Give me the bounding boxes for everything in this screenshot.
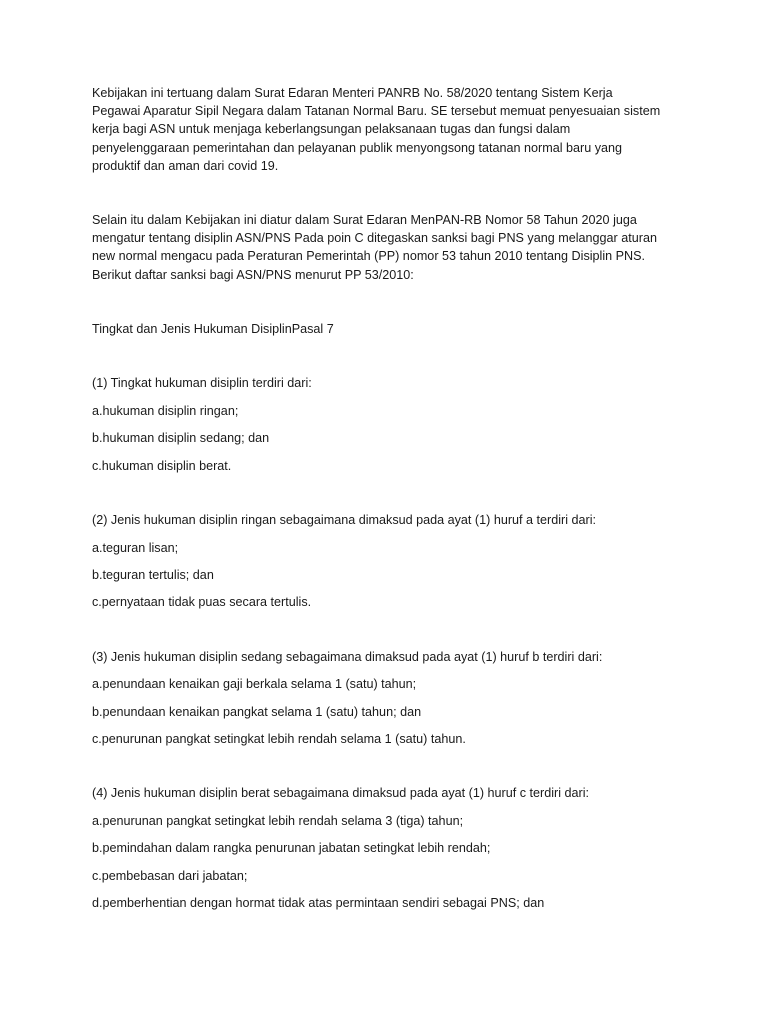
list-item: c.pembebasan dari jabatan; [92, 869, 248, 883]
list-intro: (3) Jenis hukuman disiplin sedang sebagaimana dimaksud pada ayat (1) huruf b terdiri dari: [92, 650, 603, 664]
text-line: Selain itu dalam Kebijakan ini diatur dalam Surat Edaran MenPAN-RB Nomor 58 Tahun 2020 juga [92, 213, 637, 227]
list-item: b.penundaan kenaikan pangkat selama 1 (satu) tahun; dan [92, 705, 422, 719]
text-line: new normal mengacu pada Peraturan Pemerintah (PP) nomor 53 tahun 2010 tentang Disiplin PNS. [92, 249, 646, 264]
list-item: b.teguran tertulis; dan [92, 568, 214, 582]
paragraph-discipline [92, 211, 657, 284]
text-line: kerja bagi ASN untuk menjaga keberlangsungan pelaksanaan tugas dan fungsi dalam [92, 122, 571, 137]
list-intro: (1) Tingkat hukuman disiplin terdiri dari: [92, 376, 312, 390]
section-heading: Tingkat dan Jenis Hukuman DisiplinPasal 7 [92, 322, 334, 336]
list-item: a.teguran lisan; [92, 541, 179, 555]
list-item: a.hukuman disiplin ringan; [92, 404, 239, 418]
list-intro: (4) Jenis hukuman disiplin berat sebagaimana dimaksud pada ayat (1) huruf c terdiri dari: [92, 786, 590, 800]
list-item: b.hukuman disiplin sedang; dan [92, 431, 270, 445]
text-line: Kebijakan ini tertuang dalam Surat Edaran Menteri PANRB No. 58/2020 tentang Sistem Kerja [92, 86, 613, 100]
list-item: a.penundaan kenaikan gaji berkala selama 1 (satu) tahun; [92, 677, 417, 691]
text-line: produktif dan aman dari covid 19. [92, 158, 279, 173]
list-intro: (2) Jenis hukuman disiplin ringan sebagaimana dimaksud pada ayat (1) huruf a terdiri dari: [92, 513, 597, 527]
text-line: mengatur tentang disiplin ASN/PNS Pada poin C ditegaskan sanksi bagi PNS yang melanggar aturan [92, 231, 657, 246]
list-item: c.penurunan pangkat setingkat lebih rendah selama 1 (satu) tahun. [92, 732, 466, 746]
paragraph-policy [92, 84, 660, 175]
list-item: d.pemberhentian dengan hormat tidak atas permintaan sendiri sebagai PNS; dan [92, 896, 545, 910]
text-line: penyelenggaraan pemerintahan dan pelayanan publik menyongsong tatanan normal baru yang [92, 140, 623, 155]
text-line: Pegawai Aparatur Sipil Negara dalam Tatanan Normal Baru. SE tersebut memuat penyesuaian sistem [92, 104, 661, 119]
list-item: b.pemindahan dalam rangka penurunan jabatan setingkat lebih rendah; [92, 841, 491, 855]
list-item: a.penurunan pangkat setingkat lebih rendah selama 3 (tiga) tahun; [92, 814, 464, 828]
list-item: c.hukuman disiplin berat. [92, 459, 232, 473]
text-line: Berikut daftar sanksi bagi ASN/PNS menurut PP 53/2010: [92, 267, 414, 282]
list-item: c.pernyataan tidak puas secara tertulis. [92, 595, 312, 609]
